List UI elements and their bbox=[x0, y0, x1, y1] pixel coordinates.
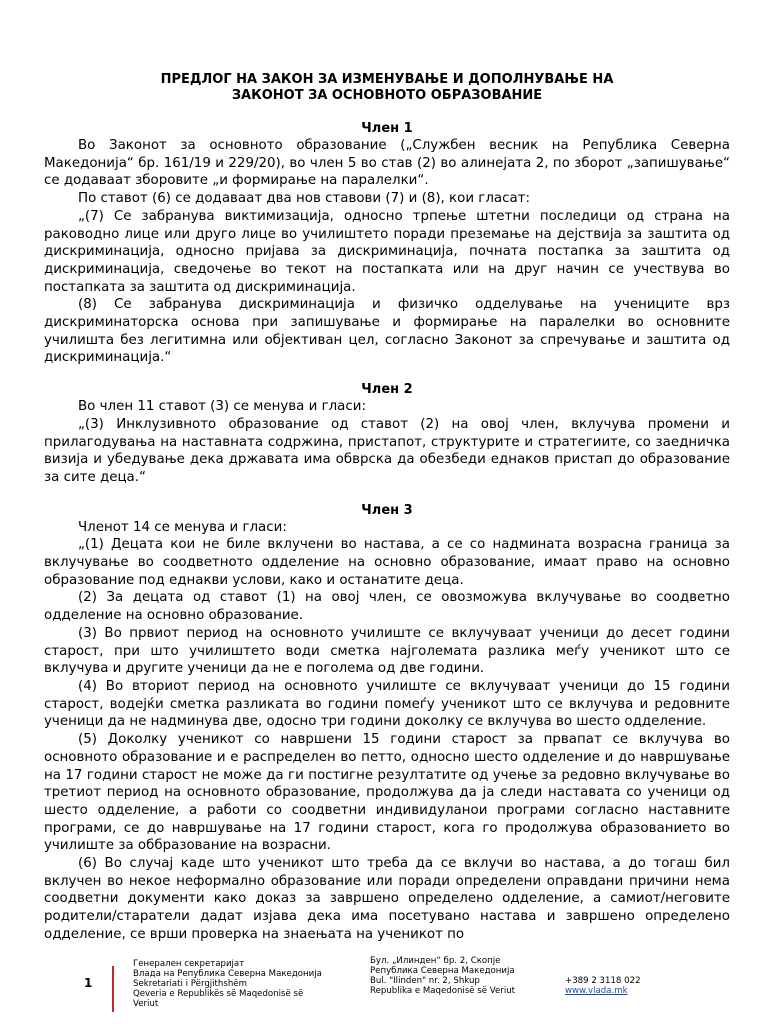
footer-divider bbox=[112, 966, 114, 1012]
footer-organization bbox=[133, 959, 333, 1009]
title-line-1: ПРЕДЛОГ НА ЗАКОН ЗА ИЗМЕНУВАЊЕ И ДОПОЛНУВАЊЕ НА bbox=[160, 72, 614, 87]
paragraph: (4) Во вториот период на основното училиште се вклучуваат ученици до 15 години старост, водејќи сметка разликата во години помеѓу ученикот што се вклучува и редовните ученици да не надминува две, одосно три години доколку се вклучува во шесто одделение. bbox=[44, 678, 730, 730]
footer-org-line: Qeveria e Republikës së Maqedonisë së bbox=[133, 989, 304, 999]
footer-address-line: Бул. „Илинден“ бр. 2, Скопје bbox=[370, 956, 501, 966]
article-1 bbox=[44, 120, 730, 367]
footer-org-line: Генерален секретаријат bbox=[133, 959, 245, 969]
document-title bbox=[44, 72, 730, 104]
article-heading: Член 2 bbox=[361, 382, 413, 398]
paragraph: Членот 14 се менува и гласи: bbox=[78, 519, 287, 535]
footer-phone: +389 2 3118 022 bbox=[565, 976, 641, 986]
paragraph: Во член 11 ставот (3) се менува и гласи: bbox=[78, 399, 366, 415]
page-number: 1 bbox=[84, 976, 93, 990]
paragraph: (5) Доколку ученикот со навршени 15 години старост за првапат се вклучува во основното образование и е распределен во петто, односно шесто одделение и до навршување на 17 години старост не може да ги постигне резултатите од учење за редовно вклучување во третиот период на основното образование, продолжува да ја следи наставата со ученици од шесто одделение, а работи со соодветни индивидуланои програми согласно наставните програми, се до навршување на 17 години старост, кога го продолжува образованието во училиште за оббразование на возрасни. bbox=[44, 732, 730, 854]
paragraph: „(3) Инклузивното образование од ставот (2) на овој член, вклучува промени и прилагодувања на наставната содржина, пристапот, структурите и стратегиите, со заедничка визија и убедување дека државата има обврска да обезбеди еднаков пристап до образование за сите деца.“ bbox=[44, 416, 730, 485]
paragraph: „(1) Децата кои не биле вклучени во настава, а се со надмината возрасна граница за вклучување во соодветното одделение на основно образование, имаат право на основно образование под еднакви услови, како и останатите деца. bbox=[44, 537, 730, 588]
footer-website-link[interactable]: www.vlada.mk bbox=[565, 986, 628, 996]
paragraph: Во Законот за основното образование („Службен весник на Република Северна Македонија“ бр. 161/19 и 229/20), во член 5 во став (2) во алинејата 2, по зборот „запишување“ се додаваат зборовите „и формирање на паралелки“. bbox=[44, 138, 730, 189]
footer-address-line: Republika e Maqedonisë së Veriut bbox=[370, 986, 516, 996]
page-footer bbox=[0, 956, 768, 1024]
paragraph: (6) Во случај каде што ученикот што треба да се вклучи во настава, а до тогаш бил вклучен во некое неформално образование или поради определени оправдани причини нема соодветни документи како доказ за завршено определено одделение, а самиот/неговите родители/старатели дадат изјава дека има посетувано настава и завршено определено одделение, се врши проверка на знаењата на ученикот по bbox=[44, 856, 730, 942]
paragraph: (8) Се забранува дискриминација и физичко одделување на учениците врз дискриминаторска основа при запишување и формирање на паралелки во основните училишта без легитимна или објективан цел, согласно Законот за спречување и заштита од дискриминација.“ bbox=[44, 297, 730, 366]
footer-address-line: Република Северна Македонија bbox=[370, 966, 515, 976]
footer-org-line: Sekretariati i Përgjithshëm bbox=[133, 979, 247, 989]
paragraph: По ставот (6) се додаваат два нов ставови (7) и (8), кои гласат: bbox=[78, 191, 530, 207]
paragraph: „(7) Се забранува виктимизација, односно трпење штетни последици од страна на раководно лице или друго лице во училиштето поради преземање на дејствија за заштита од дискриминација, односно пријава за дискриминација, почната постапка за заштита од дискриминација, сведочење во текот на постапката или на друг начин се учествува во постапката за заштита од дискриминација. bbox=[44, 208, 730, 295]
footer-org-line: Veriut bbox=[133, 999, 159, 1009]
footer-contact bbox=[565, 976, 685, 996]
footer-address-line: Bul. "Ilinden" nr. 2, Shkup bbox=[370, 976, 480, 986]
footer-org-line: Влада на Република Северна Македонија bbox=[133, 969, 322, 979]
paragraph: (2) За децата од ставот (1) на овој член, се овозможува вклучување во соодветно одделение на основно образование. bbox=[44, 590, 730, 624]
article-heading: Член 1 bbox=[361, 121, 413, 136]
article-2 bbox=[44, 381, 730, 487]
title-line-2: ЗАКОНОТ ЗА ОСНОВНОТО ОБРАЗОВАНИЕ bbox=[231, 88, 543, 103]
footer-address bbox=[370, 956, 560, 996]
document-body bbox=[44, 72, 730, 944]
article-3 bbox=[44, 502, 730, 944]
paragraph: (3) Во првиот период на основното училиште се вклучуваат ученици до десет години старост, при што училиштето води сметка најголемата разлика меѓу ученикот што се вклучува и другите ученици да не е поголема од две години. bbox=[44, 625, 730, 677]
article-heading: Член 3 bbox=[361, 502, 413, 518]
